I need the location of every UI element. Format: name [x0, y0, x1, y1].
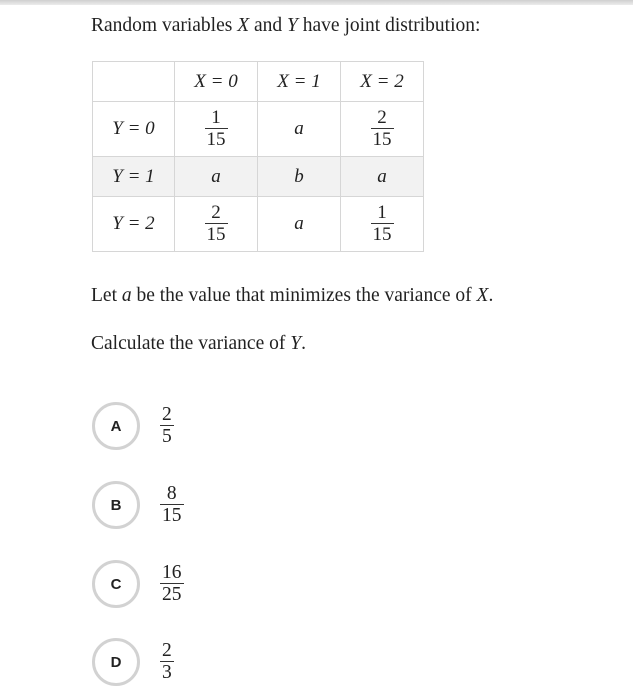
fraction: [205, 203, 228, 245]
table-row-y2: [93, 197, 424, 252]
fraction-numerator: 2: [162, 403, 172, 425]
row-header-y1: [93, 157, 175, 197]
instruction-1-middle: be the value that minimizes the variance of: [131, 285, 477, 306]
option-letter-badge[interactable]: D: [92, 638, 140, 686]
col-header-x0-text: X = 0: [194, 70, 238, 92]
cell-variable: a: [377, 165, 387, 187]
table-row-y0: [93, 102, 424, 157]
option-letter-badge[interactable]: C: [92, 560, 140, 608]
answer-option-b[interactable]: [92, 477, 392, 533]
col-header-x2-text: X = 2: [360, 70, 404, 92]
instruction-2-prefix: Calculate the variance of: [91, 333, 291, 354]
cell-variable: b: [294, 165, 304, 187]
question-var-y: Y: [287, 15, 298, 36]
fraction-denominator: 5: [162, 426, 172, 447]
fraction-denominator: 3: [162, 662, 172, 683]
cell-variable: a: [211, 165, 221, 187]
fraction-denominator: 15: [206, 224, 226, 245]
instruction-minimize: [91, 285, 493, 307]
table-header-row: [93, 62, 424, 102]
instruction-calculate: [91, 333, 306, 355]
instruction-2-var-y: Y: [290, 333, 302, 354]
fraction: [371, 108, 394, 150]
question-text: [91, 15, 480, 37]
fraction-numerator: 2: [377, 107, 387, 129]
fraction-numerator: 1: [211, 107, 221, 129]
table-row-y1: [93, 157, 424, 197]
fraction-numerator: 2: [211, 202, 221, 224]
row-header-y0-text: Y = 0: [112, 118, 155, 139]
question-prefix: Random variables: [91, 15, 238, 36]
answer-option-c[interactable]: [92, 556, 392, 612]
fraction: [205, 108, 228, 150]
question-and: and: [249, 15, 288, 36]
table-corner-cell: [93, 62, 175, 102]
instruction-1-var-x: X: [476, 285, 489, 306]
instruction-1-prefix: Let: [91, 285, 122, 306]
fraction-numerator: 16: [162, 561, 182, 583]
cell-variable: a: [294, 213, 304, 234]
col-header-x0: [175, 62, 258, 102]
row-header-y1-text: Y = 1: [112, 165, 155, 187]
question-suffix: have joint distribution:: [297, 15, 481, 36]
fraction-denominator: 15: [372, 224, 392, 245]
row-header-y2: [93, 197, 175, 252]
fraction-denominator: 15: [162, 505, 182, 526]
option-fraction: [160, 484, 184, 527]
row-header-y2-text: Y = 2: [112, 213, 155, 234]
instruction-2-end: .: [301, 333, 306, 354]
option-letter-badge[interactable]: B: [92, 481, 140, 529]
instruction-1-var-a: a: [121, 285, 132, 306]
row-header-y0: [93, 102, 175, 157]
question-var-x: X: [237, 15, 250, 36]
option-fraction: [160, 563, 184, 606]
fraction-numerator: 2: [162, 639, 172, 661]
fraction: [371, 203, 394, 245]
joint-distribution-table: [92, 61, 424, 252]
option-fraction: [160, 641, 174, 684]
cell-variable: a: [294, 118, 304, 139]
fraction-denominator: 15: [372, 129, 392, 150]
fraction-denominator: 15: [206, 129, 226, 150]
fraction-numerator: 1: [377, 202, 387, 224]
col-header-x2: [341, 62, 424, 102]
answer-option-a[interactable]: [92, 398, 392, 454]
top-bar: [0, 0, 633, 5]
cell-y2-x2: [341, 197, 424, 252]
cell-y0-x1: [258, 102, 341, 157]
cell-y1-x0: [175, 157, 258, 197]
instruction-1-end: .: [488, 285, 494, 306]
option-letter-badge[interactable]: A: [92, 402, 140, 450]
fraction-denominator: 25: [162, 584, 182, 605]
cell-y2-x0: [175, 197, 258, 252]
cell-y0-x0: [175, 102, 258, 157]
cell-y1-x1: [258, 157, 341, 197]
cell-y2-x1: [258, 197, 341, 252]
fraction-numerator: 8: [166, 482, 177, 504]
answer-option-d[interactable]: [92, 634, 392, 690]
cell-y0-x2: [341, 102, 424, 157]
col-header-x1-text: X = 1: [277, 70, 321, 92]
cell-y1-x2: [341, 157, 424, 197]
option-fraction: [160, 405, 174, 448]
col-header-x1: [258, 62, 341, 102]
